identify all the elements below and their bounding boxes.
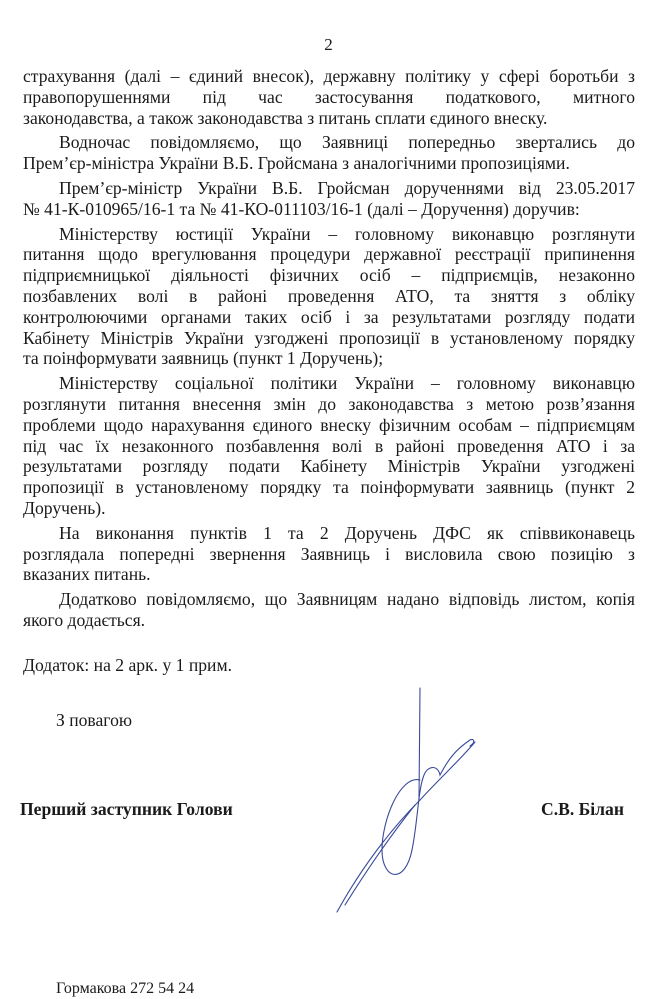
text-line: підприємницької діяльності фізичних осіб – підприємців, незаконно	[23, 265, 635, 286]
signatory-title: Перший заступник Голови	[20, 799, 233, 819]
text-line: Доручень).	[23, 497, 106, 518]
executor-contact: Гормакова 272 54 24	[56, 980, 195, 997]
text-line: законодавства, а також законодавства з питань сплати єдиного внеску.	[23, 107, 548, 128]
paragraph	[23, 224, 635, 370]
text-line: та поінформувати заявниць (пункт 1 Доручень);	[23, 348, 384, 369]
paragraph	[23, 132, 635, 174]
text-line: № 41-К-010965/16-1 та № 41-КО-011103/16-1 (далі – Доручення) доручив:	[23, 198, 580, 219]
text-line: під час їх незаконного позбавлення волі в районі проведення АТО і за	[23, 435, 635, 456]
paragraph	[23, 373, 635, 519]
text-line: розглянути питання внесення змін до законодавства з метою розв’язання	[23, 393, 635, 414]
text-line: розглядала попередні звернення Заявниць і висловила свою позицію з	[23, 543, 635, 564]
signatory-name: С.В. Білан	[541, 799, 624, 819]
page-number: 2	[324, 35, 333, 54]
text-line: пропозиції в установленому порядку та поінформувати заявниць (пункт 2	[23, 477, 635, 498]
paragraph	[23, 178, 635, 220]
text-line: проблеми щодо нарахування єдиного внеску фізичним особам – підприємцям	[23, 414, 635, 435]
text-line: страхування (далі – єдиний внесок), державну політику у сфері боротьби з	[23, 66, 635, 86]
text-line: позбавлених волі в районі проведення АТО, та зняття з обліку	[23, 285, 635, 306]
paragraph	[23, 523, 635, 585]
text-line: контролюючими органами таких осіб і за результатами розгляду подати	[23, 306, 635, 327]
text-line: якого додається.	[23, 609, 146, 630]
text-line: Кабінету Міністрів України узгоджені пропозиції в установленому порядку	[23, 327, 635, 348]
text-line: вказаних питань.	[23, 564, 151, 585]
letter-body	[23, 66, 635, 635]
text-line: Водночас повідомляємо, що Заявниці попередньо звертались до	[59, 132, 635, 153]
text-line: Міністерству соціальної політики України – головному виконавцю	[59, 373, 635, 394]
text-line: результатами розгляду подати Кабінету Міністрів України узгоджені	[23, 456, 635, 477]
text-line: правопорушеннями під час застосування податкового, митного	[23, 86, 635, 107]
text-line: Прем’єр-міністр України В.Б. Гройсман дорученнями від 23.05.2017	[59, 177, 635, 198]
attachment-note: Додаток: на 2 арк. у 1 прим.	[23, 655, 233, 675]
paragraph	[23, 66, 635, 128]
closing-salutation: З повагою	[56, 710, 133, 730]
text-line: Міністерству юстиції України – головному виконавцю розглянути	[59, 223, 635, 244]
text-line: Додатково повідомляємо, що Заявницям надано відповідь листом, копія	[59, 589, 635, 610]
text-line: На виконання пунктів 1 та 2 Доручень ДФС як співвиконавець	[59, 522, 635, 543]
paragraph	[23, 589, 635, 631]
handwritten-signature	[320, 680, 500, 920]
text-line: питання щодо врегулювання процедури державної реєстрації припинення	[23, 244, 635, 265]
text-line: Прем’єр-міністра України В.Б. Гройсмана з аналогічними пропозиціями.	[23, 153, 570, 174]
